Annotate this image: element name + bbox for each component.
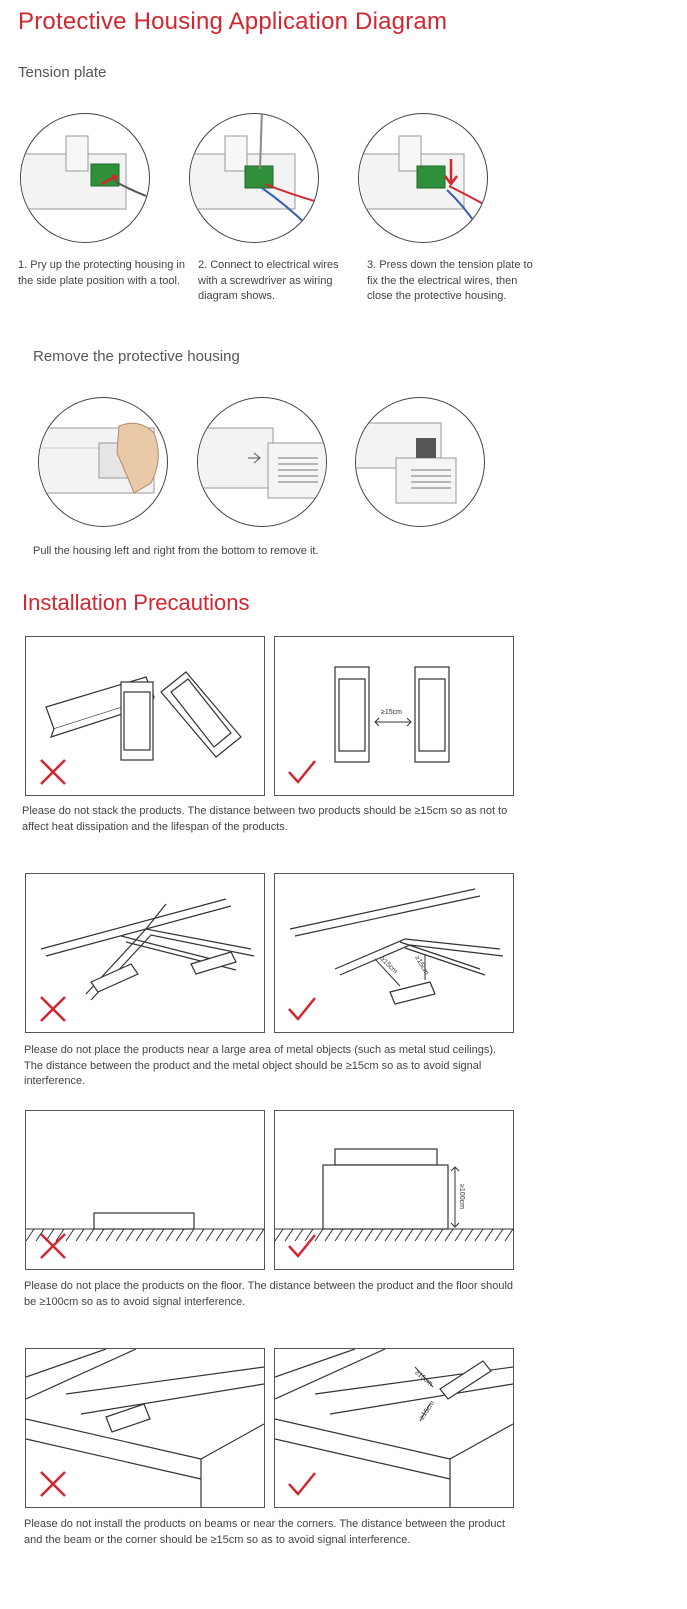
tension-step-1-caption: 1. Pry up the protecting housing in the side plate position with a tool. (18, 259, 185, 287)
precaution-1-caption: Please do not stack the products. The distance between two products should be ≥15cm so as not to affect heat dissipation and the lifespan of the products. (22, 805, 508, 833)
cross-icon (38, 1469, 68, 1499)
remove-step-3-illustration (355, 397, 485, 527)
remove-step-1-illustration (38, 397, 168, 527)
precaution-3-caption: Please do not place the products on the floor. The distance between the product and the floor should be ≥100cm so as to avoid signal interference. (24, 1280, 514, 1308)
precautions-title: Installation Precautions (22, 590, 250, 615)
distance-label-metal-right: ≥15cm (413, 954, 430, 977)
distance-label-corner: ≥15cm (418, 1399, 437, 1422)
precaution-2-wrong-panel (25, 873, 265, 1033)
precaution-2-correct-panel (274, 873, 514, 1033)
distance-label-floor: ≥100cm (457, 1184, 465, 1209)
tension-step-1-illustration (20, 113, 150, 243)
precaution-3-wrong-panel (25, 1110, 265, 1270)
precaution-1-wrong-panel (25, 636, 265, 796)
cross-icon (38, 1231, 68, 1261)
precaution-1-correct-panel (274, 636, 514, 796)
remove-step-2-illustration (197, 397, 327, 527)
cross-icon (38, 757, 68, 787)
check-icon (287, 994, 317, 1024)
tension-step-3-caption: 3. Press down the tension plate to fix the the electrical wires, then close the protective housing. (367, 259, 533, 302)
page-title: Protective Housing Application Diagram (18, 8, 448, 35)
tension-subtitle: Tension plate (18, 64, 107, 81)
tension-step-3-illustration (358, 113, 488, 243)
remove-subtitle: Remove the protective housing (33, 348, 240, 365)
cross-icon (38, 994, 68, 1024)
distance-label-beam: ≥15cm (413, 1369, 434, 1388)
check-icon (287, 1469, 317, 1499)
distance-label: ≥15cm (381, 709, 402, 716)
remove-caption: Pull the housing left and right from the bottom to remove it. (33, 545, 319, 557)
precaution-4-correct-panel (274, 1348, 514, 1508)
tension-step-2-caption: 2. Connect to electrical wires with a screwdriver as wiring diagram shows. (198, 259, 339, 302)
precaution-3-correct-panel (274, 1110, 514, 1270)
precaution-4-caption: Please do not install the products on beams or near the corners. The distance between the product and the beam or the corner should be ≥15cm so as to avoid signal interference. (24, 1518, 506, 1546)
tension-step-2-illustration (189, 113, 319, 243)
check-icon (287, 757, 317, 787)
precaution-2-caption: Please do not place the products near a large area of metal objects (such as metal stud ceilings). The distance between the product and the metal object should be ≥15cm so as to avoid signal interference. (24, 1044, 497, 1087)
check-icon (287, 1231, 317, 1261)
precaution-4-wrong-panel (25, 1348, 265, 1508)
distance-label-metal-left: ≥15cm (378, 955, 399, 976)
